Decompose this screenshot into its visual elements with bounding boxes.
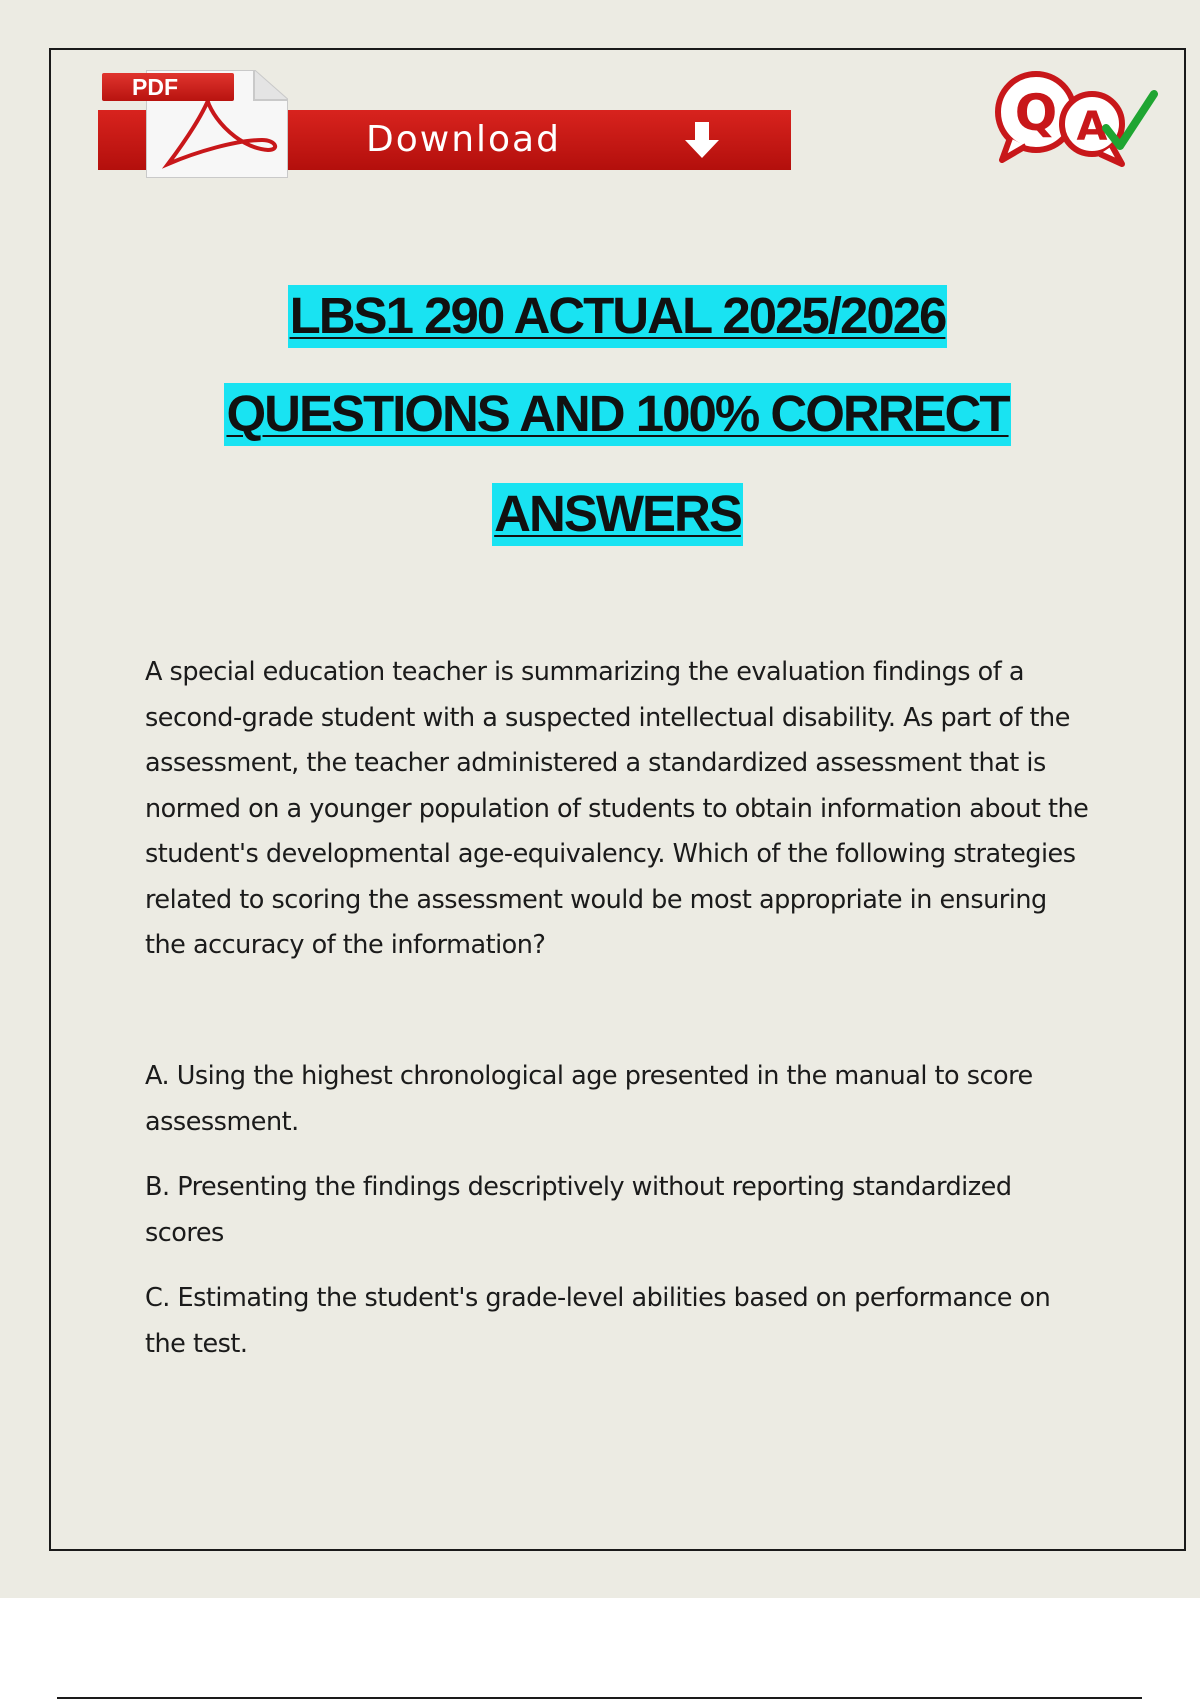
qa-check-logo-icon bbox=[988, 68, 1158, 170]
footer-divider bbox=[57, 1697, 1142, 1699]
title-line-3-text: ANSWERS bbox=[492, 483, 743, 546]
title-line-3 bbox=[49, 484, 1186, 543]
title-line-1 bbox=[49, 286, 1186, 345]
down-arrow-icon bbox=[682, 120, 722, 160]
logo-letter-q: Q bbox=[1014, 84, 1058, 142]
question-text: A special education teacher is summarizing the evaluation findings of a second-grade student with a suspected intellectual disability. As part of the assessment, the teacher administered a standardized assessment that is normed on a younger population of students to obtain information about the student's developmental age-equivalency. Which of the following strategies related to scoring the assessment would be most appropriate in ensuring the accuracy of the information? bbox=[145, 657, 1089, 960]
pdf-download-banner[interactable] bbox=[98, 70, 793, 182]
title-line-2 bbox=[49, 384, 1186, 443]
download-label[interactable]: Download bbox=[366, 119, 561, 160]
answer-option-c: C. Estimating the student's grade-level abilities based on performance on the test. bbox=[145, 1283, 1051, 1359]
answer-option-b: B. Presenting the findings descriptively without reporting standardized scores bbox=[145, 1172, 1012, 1248]
pdf-tag-label: PDF bbox=[102, 73, 234, 101]
answer-option-a: A. Using the highest chronological age presented in the manual to score assessment. bbox=[145, 1061, 1033, 1137]
title-line-1-text: LBS1 290 ACTUAL 2025/2026 bbox=[288, 285, 948, 348]
title-line-2-text: QUESTIONS AND 100% CORRECT bbox=[224, 383, 1010, 446]
logo-letter-a: A bbox=[1076, 104, 1108, 150]
